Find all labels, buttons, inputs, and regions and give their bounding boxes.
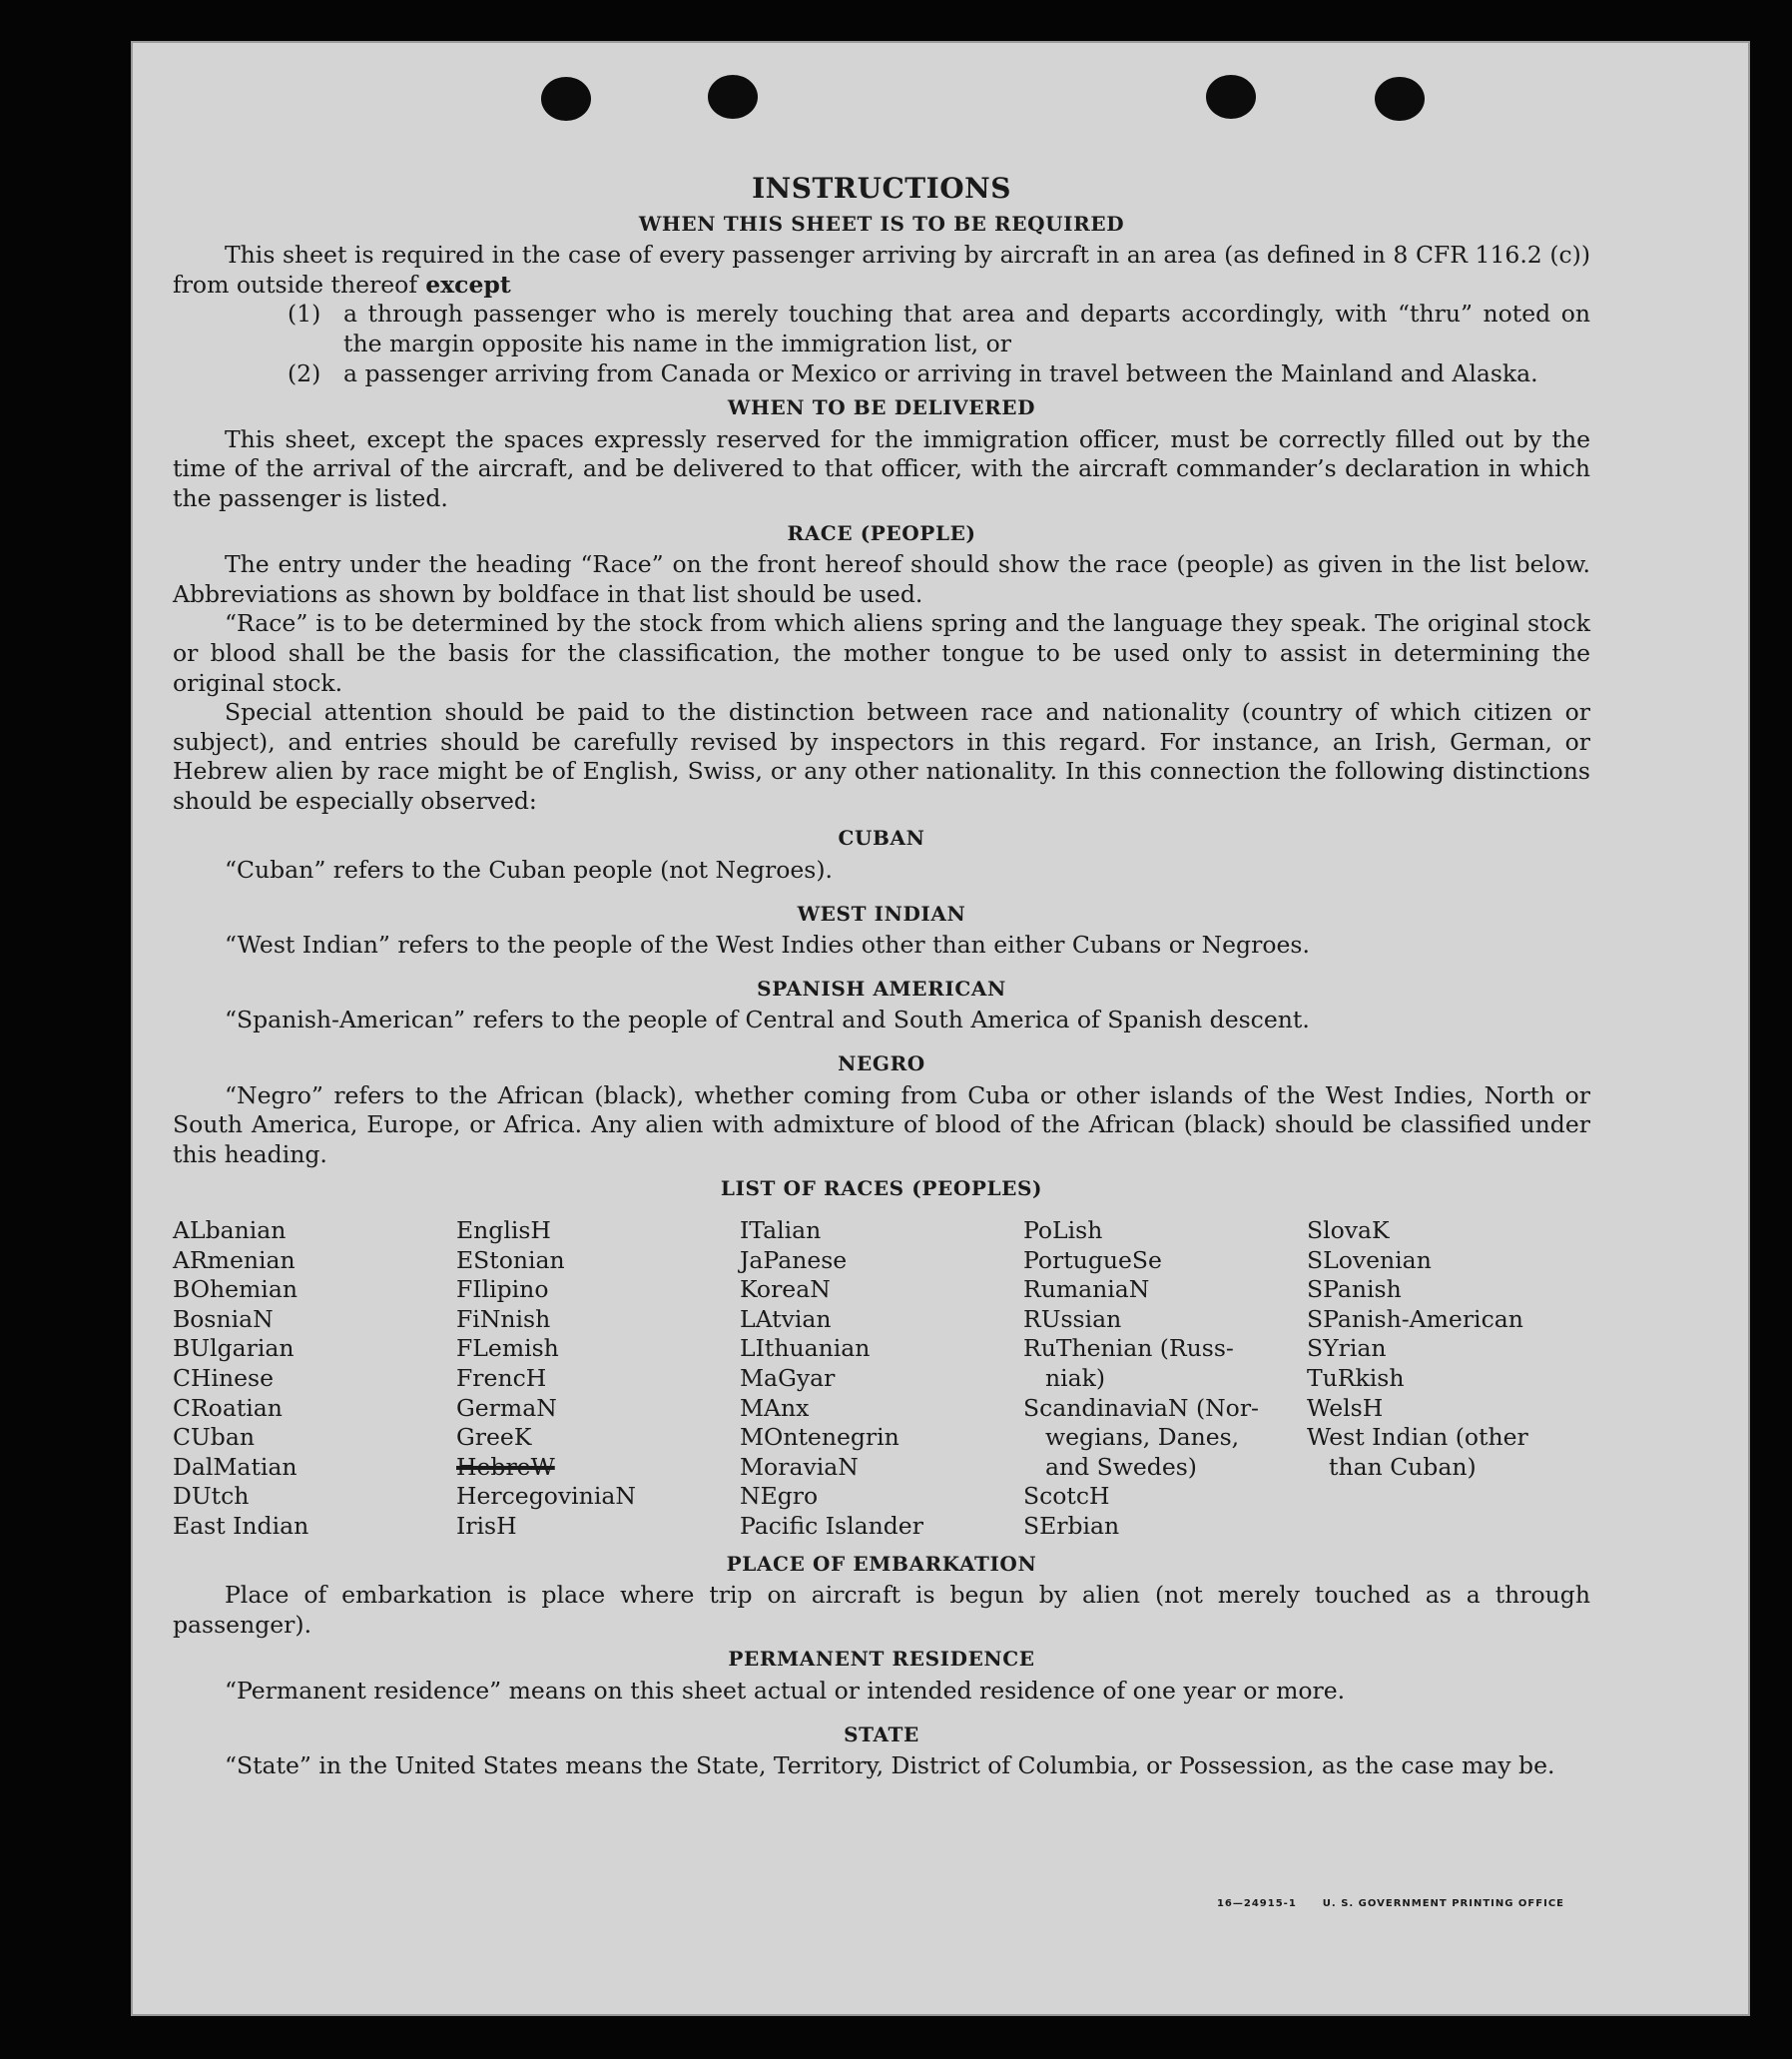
required-intro-except: except bbox=[417, 270, 511, 299]
residence-text: “Permanent residence” means on this sheet actual or intended residence of one year or more. bbox=[225, 1676, 1346, 1705]
required-intro bbox=[173, 241, 1590, 300]
race-entry: SPanish-American bbox=[1307, 1304, 1523, 1333]
exception-number: (2) bbox=[288, 358, 321, 387]
races-column-4 bbox=[1023, 1216, 1307, 1542]
required-intro-text: This sheet is required in the case of every passenger arriving by aircraft in an area (as defined in 8 CFR 116.2 (c)) from outside thereof bbox=[173, 241, 1590, 299]
race-entry: BUlgarian bbox=[173, 1334, 295, 1363]
section-heading-required: WHEN THIS SHEET IS TO BE REQUIRED bbox=[638, 211, 1125, 236]
page-title: INSTRUCTIONS bbox=[752, 172, 1011, 205]
state-text: “State” in the United States means the State, Territory, District of Columbia, or Possession, as the case may be. bbox=[225, 1751, 1555, 1780]
races-column-5 bbox=[1307, 1216, 1590, 1542]
race-entry: West Indian (other bbox=[1307, 1423, 1528, 1452]
race-entry: Pacific Islander bbox=[740, 1511, 923, 1540]
race-entry: ScandinaviaN (Nor- bbox=[1023, 1393, 1259, 1422]
exception-text: a through passenger who is merely touching that area and departs accordingly, with “thru” noted on the margin opposite his name in the immigration list, or bbox=[343, 300, 1590, 357]
race-entry: MOntenegrin bbox=[740, 1423, 899, 1452]
race-entry: BOhemian bbox=[173, 1275, 298, 1304]
race-entry: East Indian bbox=[173, 1511, 309, 1540]
race-entry: CRoatian bbox=[173, 1393, 283, 1422]
race-entry: ITalian bbox=[740, 1216, 822, 1244]
race-entry: SErbian bbox=[1023, 1511, 1120, 1540]
race-paragraph-3: Special attention should be paid to the distinction between race and nationality (country of which citizen or subject), and entries should be carefully revised by inspectors in this regard. For instance, an Irish, German, or Hebrew alien by race might be of English, Swiss, or any other nationality. In this connection the following distinctions should be especially observed: bbox=[173, 698, 1590, 815]
spanish-american-text: “Spanish-American” refers to the people of Central and South America of Spanish descent. bbox=[225, 1006, 1310, 1034]
race-entry: MaGyar bbox=[740, 1363, 836, 1392]
punch-hole bbox=[1375, 77, 1425, 121]
race-entry: BosniaN bbox=[173, 1304, 274, 1333]
section-heading-state: STATE bbox=[844, 1721, 919, 1746]
punch-hole bbox=[1206, 75, 1256, 119]
race-entry: RuThenian (Russ- bbox=[1023, 1334, 1234, 1363]
race-entry-continued: than Cuban) bbox=[1329, 1452, 1477, 1481]
embarkation-text: Place of embarkation is place where trip on aircraft is begun by alien (not merely touched as a through passenger). bbox=[173, 1581, 1590, 1639]
delivered-text: This sheet, except the spaces expressly reserved for the immigration officer, must be correctly filled out by the time of the arrival of the aircraft, and be delivered to that officer, with the aircraft commander’s declaration in which the passenger is listed. bbox=[173, 424, 1590, 512]
form-number: 16—24915-1 bbox=[1216, 1898, 1297, 1909]
race-entry: SPanish bbox=[1307, 1275, 1402, 1304]
race-entry: LIthuanian bbox=[740, 1334, 871, 1363]
races-column-3 bbox=[740, 1216, 1023, 1542]
section-heading-west-indian: WEST INDIAN bbox=[797, 901, 966, 926]
race-entry: PortugueSe bbox=[1023, 1245, 1162, 1274]
race-entry: MoraviaN bbox=[740, 1452, 859, 1481]
races-column-2 bbox=[456, 1216, 740, 1542]
race-entry: ARmenian bbox=[173, 1245, 296, 1274]
race-entry: SYrian bbox=[1307, 1334, 1387, 1363]
race-entry-continued: and Swedes) bbox=[1045, 1452, 1197, 1481]
printer-name: U. S. GOVERNMENT PRINTING OFFICE bbox=[1322, 1898, 1564, 1909]
race-entry: FIlipino bbox=[456, 1275, 549, 1304]
race-entry: GermaN bbox=[456, 1393, 557, 1422]
race-entry: FLemish bbox=[456, 1334, 559, 1363]
exception-item-1 bbox=[288, 300, 1590, 358]
race-entry: DUtch bbox=[173, 1482, 250, 1511]
section-heading-race: RACE (PEOPLE) bbox=[787, 520, 976, 545]
race-entry: HercegoviniaN bbox=[456, 1482, 636, 1511]
race-entry: GreeK bbox=[456, 1423, 532, 1452]
race-entry: SlovaK bbox=[1307, 1216, 1390, 1244]
negro-text: “Negro” refers to the African (black), whether coming from Cuba or other islands of the West Indies, North or South America, Europe, or Africa. Any alien with admixture of blood of the African (black) should be classified under this heading. bbox=[173, 1080, 1590, 1168]
section-heading-residence: PERMANENT RESIDENCE bbox=[728, 1647, 1035, 1672]
section-heading-negro: NEGRO bbox=[838, 1051, 925, 1076]
race-entry: WelsH bbox=[1307, 1393, 1384, 1422]
races-column-1 bbox=[173, 1216, 456, 1542]
instructions-content bbox=[173, 174, 1590, 1781]
exception-number: (1) bbox=[288, 300, 321, 329]
race-entry: CHinese bbox=[173, 1363, 274, 1392]
race-entry: KoreaN bbox=[740, 1275, 831, 1304]
race-entry: EnglisH bbox=[456, 1216, 551, 1244]
exception-item-2 bbox=[288, 359, 1590, 389]
race-entry: SLovenian bbox=[1307, 1245, 1432, 1274]
document-sheet bbox=[131, 41, 1750, 2016]
printer-imprint bbox=[1217, 1898, 1564, 1909]
race-entry: ScotcH bbox=[1023, 1482, 1110, 1511]
section-heading-delivered: WHEN TO BE DELIVERED bbox=[727, 395, 1036, 420]
race-entry: LAtvian bbox=[740, 1304, 832, 1333]
punch-hole bbox=[708, 75, 758, 119]
race-entry: FiNnish bbox=[456, 1304, 551, 1333]
race-entry: JaPanese bbox=[740, 1245, 848, 1274]
race-paragraph-1: The entry under the heading “Race” on the front hereof should show the race (people) as given in the list below. Abbreviations as shown by boldface in that list should be used. bbox=[173, 550, 1590, 608]
west-indian-text: “West Indian” refers to the people of the West Indies other than either Cubans or Negroes. bbox=[225, 931, 1310, 960]
race-entry: NEgro bbox=[740, 1482, 819, 1511]
race-paragraph-2: “Race” is to be determined by the stock from which aliens spring and the language they speak. The original stock or blood shall be the basis for the classification, the mother tongue to be used only to assist in determining the original stock. bbox=[173, 609, 1590, 697]
race-entry-struck: HebreW bbox=[456, 1452, 555, 1481]
section-heading-cuban: CUBAN bbox=[838, 826, 925, 851]
exception-text: a passenger arriving from Canada or Mexico or arriving in travel between the Mainland and Alaska. bbox=[343, 358, 1538, 387]
punch-hole bbox=[541, 77, 591, 121]
cuban-text: “Cuban” refers to the Cuban people (not Negroes). bbox=[225, 856, 834, 885]
race-entry: CUban bbox=[173, 1423, 255, 1452]
race-entry-continued: wegians, Danes, bbox=[1045, 1423, 1240, 1452]
races-list bbox=[173, 1216, 1590, 1542]
race-entry: IrisH bbox=[456, 1511, 517, 1540]
race-entry: FrencH bbox=[456, 1363, 547, 1392]
race-entry: TuRkish bbox=[1307, 1363, 1405, 1392]
section-heading-races-list: LIST OF RACES (PEOPLES) bbox=[720, 1176, 1043, 1201]
race-entry: MAnx bbox=[740, 1393, 810, 1422]
section-heading-embarkation: PLACE OF EMBARKATION bbox=[726, 1551, 1037, 1576]
race-entry: PoLish bbox=[1023, 1216, 1103, 1244]
race-entry: DalMatian bbox=[173, 1452, 298, 1481]
race-entry-continued: niak) bbox=[1045, 1363, 1106, 1392]
race-entry: EStonian bbox=[456, 1245, 565, 1274]
race-entry: ALbanian bbox=[173, 1216, 287, 1244]
race-entry: RumaniaN bbox=[1023, 1275, 1150, 1304]
section-heading-spanish-american: SPANISH AMERICAN bbox=[757, 976, 1006, 1001]
race-entry: RUssian bbox=[1023, 1304, 1122, 1333]
